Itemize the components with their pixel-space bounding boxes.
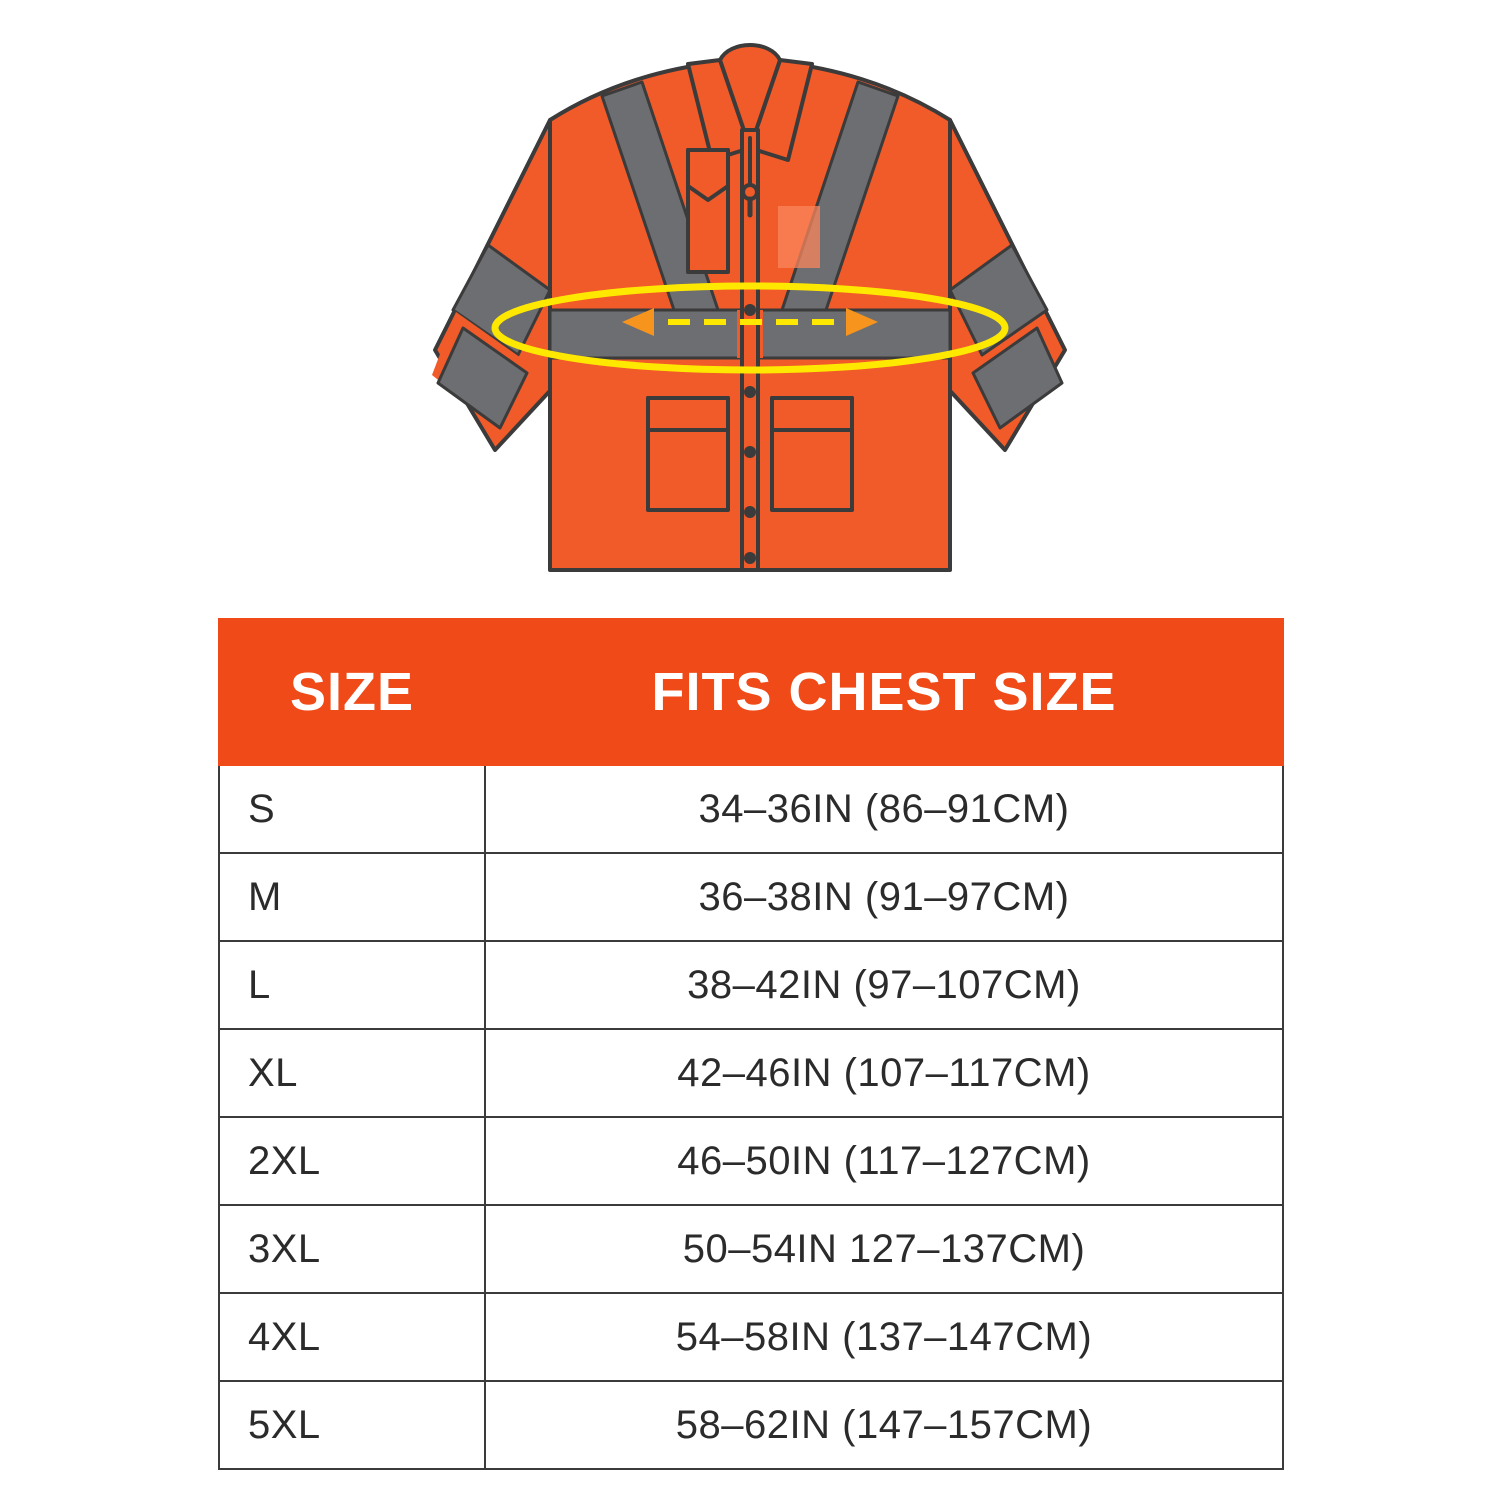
cell-chest: 38–42IN (97–107CM) [485, 941, 1283, 1029]
header-fits-chest-size: FITS CHEST SIZE [485, 619, 1283, 765]
cell-chest: 42–46IN (107–117CM) [485, 1029, 1283, 1117]
cell-chest: 34–36IN (86–91CM) [485, 765, 1283, 853]
table-row [219, 1205, 1283, 1293]
table-row [219, 853, 1283, 941]
table-row [219, 1381, 1283, 1469]
table-row [219, 765, 1283, 853]
table-row [219, 1029, 1283, 1117]
cell-size: XL [219, 1029, 485, 1117]
header-size: SIZE [219, 619, 485, 765]
cell-size: M [219, 853, 485, 941]
table-row [219, 941, 1283, 1029]
cell-chest: 36–38IN (91–97CM) [485, 853, 1283, 941]
cell-chest: 54–58IN (137–147CM) [485, 1293, 1283, 1381]
cell-size: 2XL [219, 1117, 485, 1205]
table-row [219, 1117, 1283, 1205]
cell-chest: 58–62IN (147–157CM) [485, 1381, 1283, 1469]
size-chart-table [218, 618, 1284, 1470]
cell-size: S [219, 765, 485, 853]
cell-size: 4XL [219, 1293, 485, 1381]
table-row [219, 1293, 1283, 1381]
cell-size: 5XL [219, 1381, 485, 1469]
jacket-illustration [0, 10, 1500, 610]
cell-size: L [219, 941, 485, 1029]
table-header [219, 619, 1283, 765]
table-body [219, 765, 1283, 1469]
cell-chest: 46–50IN (117–127CM) [485, 1117, 1283, 1205]
table-header-row [219, 619, 1283, 765]
cell-chest: 50–54IN 127–137CM) [485, 1205, 1283, 1293]
cell-size: 3XL [219, 1205, 485, 1293]
